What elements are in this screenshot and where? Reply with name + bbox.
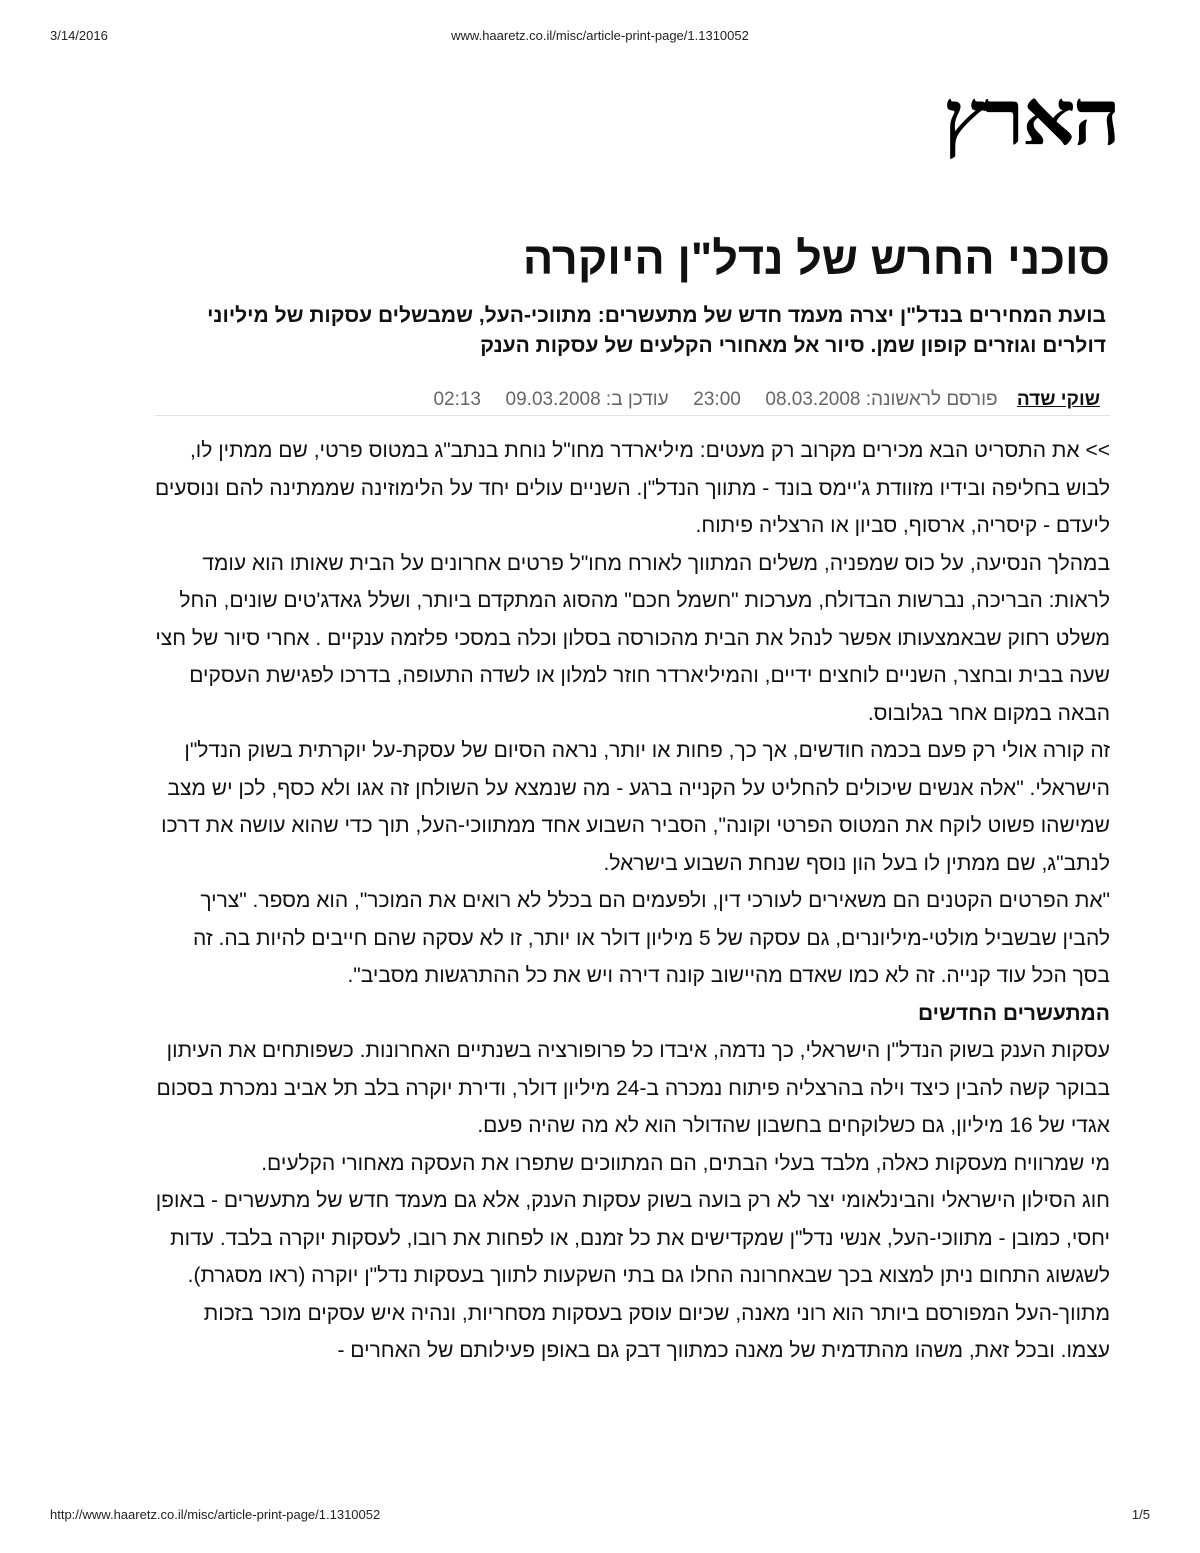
print-header (50, 28, 1150, 48)
published-time: 23:00 (693, 389, 741, 410)
updated-date: 09.03.2008 (505, 389, 601, 410)
published-date: 08.03.2008 (765, 389, 861, 410)
body-paragraph: במהלך הנסיעה, על כוס שמפניה, משלים המתווך לאורח מחו"ל פרטים אחרונים על הבית שאותו הוא עומד לראות: הבריכה, נברשות הבדולח, מערכות "חשמל חכם" מהסוג המתקדם ביותר, ושלל גאדג'טים שונים, החל משלט רחוק שבאמצעותו אפשר לנהל את הבית מהכורסה בסלון וכלה במסכי פלזמה ענקיים . אחרי סיור של חצי שעה בבית ובחצר, השניים לוחצים ידיים, והמיליארדר חוזר למלון או לשדה התעופה, בדרכו לפגישת העסקים הבאה במקום אחר בגלובוס. (155, 551, 1110, 725)
body-paragraph: "את הפרטים הקטנים הם משאירים לעורכי דין, ולפעמים הם בכלל לא רואים את המוכר", הוא מספר. "צריך להבין שבשביל מולטי-מיליונרים, גם עסקה של 5 מיליון דולר או יותר, זו לא עסקה שהם חייבים להיות בה. זה בסך הכל עוד קנייה. זה לא כמו שאדם מהיישוב קונה דירה ויש את כל ההתרגשות מסביב". (192, 889, 1110, 987)
page-number: 1/5 (1131, 1507, 1150, 1522)
section-heading: המתעשרים החדשים (917, 1001, 1110, 1025)
footer-url: http://www.haaretz.co.il/misc/article-print-page/1.1310052 (50, 1507, 381, 1522)
body-paragraph: מי שמרוויח מעסקות כאלה, מלבד בעלי הבתים, הם המתווכים שתפרו את העסקה מאחורי הקלעים. (261, 1151, 1110, 1175)
body-paragraph: זה קורה אולי רק פעם בכמה חודשים, אך כך, פחות או יותר, נראה הסיום של עסקת-על יוקרתית בשוק הנדל"ן הישראלי. "אלה אנשים שיכולים להחליט על הקנייה ברגע - מה שנמצא על השולחן זה אגו ולא כסף, לכן יש מצב שמישהו פשוט לוקח את המטוס הפרטי וקונה", הסביר השבוע אחד ממתווכי-העל, תוך כדי שהוא עושה את דרכו לנתב"ג, שם ממתין לו בעל הון נוסף שנחת השבוע בישראל. (161, 739, 1110, 875)
published-label: פורסם לראשונה: (865, 389, 998, 410)
byline (155, 385, 1110, 416)
article (155, 225, 1110, 1370)
logo-text: הארץ (942, 72, 1118, 164)
article-headline: סוכני החרש של נדל"ן היוקרה (522, 233, 1110, 284)
body-paragraph: עסקות הענק בשוק הנדל"ן הישראלי, כך נדמה, איבדו כל פרופורציה בשנתיים האחרונות. כשפותחים את העיתון בבוקר קשה להבין כיצד וילה בהרצליה פיתוח נמכרה ב-24 מיליון דולר, ודירת יוקרה בלב תל אביב נמכרת בסכום אגדי של 16 מיליון, גם כשלוקחים בחשבון שהדולר הוא לא מה שהיה פעם. (156, 1039, 1110, 1137)
body-paragraph: חוג הסילון הישראלי והבינלאומי יצר לא רק בועה בשוק עסקות הענק, אלא גם מעמד חדש של מתעשרים - באופן יחסי, כמובן - מתווכי-העל, אנשי נדל"ן שמקדישים את כל זמנם, או לפחות את רובו, לעסקות יוקרה בלבד. עדות לשגשוג התחום ניתן למצוא בכך שבאחרונה החלו גם בתי השקעות לתווך בעסקות נדל"ן יוקרה (ראו מסגרת). (155, 1189, 1110, 1287)
print-url: www.haaretz.co.il/misc/article-print-page/1.1310052 (451, 28, 749, 43)
author-link[interactable]: שוקי שדה (1016, 389, 1100, 410)
print-footer (50, 1507, 1150, 1527)
updated-label: עודכן ב: (605, 389, 669, 410)
print-date: 3/14/2016 (50, 28, 108, 43)
body-paragraph: מתווך-העל המפורסם ביותר הוא רוני מאנה, שכיום עוסק בעסקות מסחריות, ונהיה איש עסקים מוכר בזכות עצמו. ובכל זאת, משהו מהתדמית של מאנה כמתווך דבק גם באופן פעילותם של האחרים - (203, 1301, 1110, 1362)
updated-time: 02:13 (433, 389, 481, 410)
haaretz-logo (878, 72, 1118, 164)
article-subhead: בועת המחירים בנדל"ן יצרה מעמד חדש של מתעשרים: מתווכי-העל, שמבשלים עסקות של מיליוני דולרים וגוזרים קופון שמן. סיור אל מאחורי הקלעים של עסקות הענק (207, 304, 1106, 357)
article-body (155, 432, 1110, 1370)
body-paragraph: >> את התסריט הבא מכירים מקרוב רק מעטים: מיליארדר מחו"ל נוחת בנתב"ג במטוס פרטי, שם ממתין לו, לבוש בחליפה ובידיו מזוודת ג'יימס בונד - מתווך הנדל"ן. השניים עולים יחד על הלימוזינה שממתינה להם ונוסעים ליעדם - קיסריה, ארסוף, סביון או הרצליה פיתוח. (155, 439, 1110, 537)
